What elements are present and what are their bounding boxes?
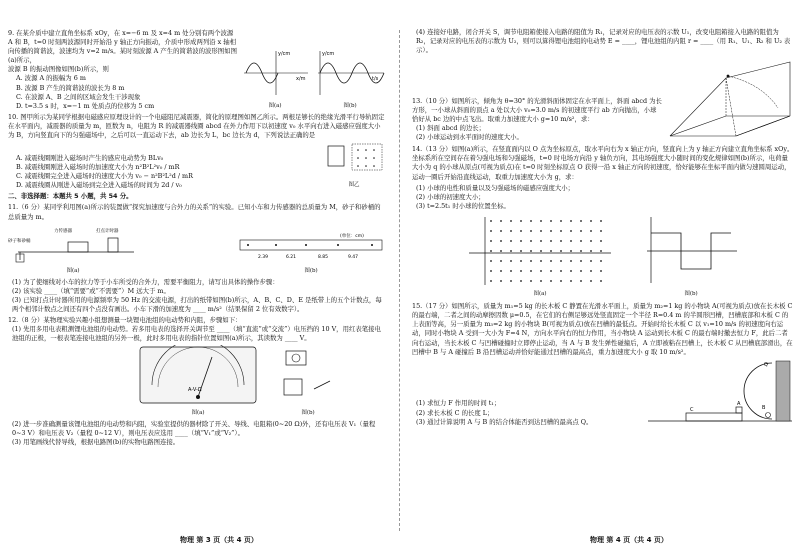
q11-stem: 11.（6 分）某同学利用图(a)所示的装置做“探究加速度与合外力的关系”的实验。已知小车和力传感器的总质量为 M，砂子和砂桶的总质量为 m。 <box>8 203 381 221</box>
field-dot <box>580 280 582 282</box>
field-strength-graph <box>641 213 741 287</box>
q11-part-3: (3) 已知打点计时器所用的电源频率为 50 Hz 的交流电源，打出的纸带如图(b)所示，A、B、C、D、E 是纸带上的五个计数点，每两个相邻计数点之间还有四个点没有画出。小车下滑的加速度为 ____ m/s²（结果保留 2 位有效数字）。 <box>12 295 382 314</box>
q10-block <box>8 113 386 190</box>
field-dot <box>590 280 592 282</box>
field-dot <box>530 270 532 272</box>
q13-stem: 13.（10 分）如图所示，倾角为 θ=30° 的光滑斜面体固定在水平面上，斜面 abcd 为长方形，一小球从斜面的顶点 a 处以大小 v₀=3.0 m/s 的初速度平行 ab 方向抛出，小球恰好从 bc 边的中点飞出。取重力加速度大小 g=10 m/s²，求： <box>412 96 662 123</box>
field-dot <box>500 280 502 282</box>
field-dot <box>600 270 602 272</box>
field-dot <box>510 260 512 262</box>
field-dot <box>530 220 532 222</box>
q12-part-4: (4) 连接好电路，闭合开关 S，调节电阻箱使接入电路的阻值为 R₁，记录对应的电压表的示数 U₁，改变电阻箱接入电路的阻值为 R₂，记录对应的电压表的示数为 U₂，则可以算得锂电池组的电动势 E = ____，锂电池组的内阻 r = ____（用 R₁、U₁、R₂ 和 U₂ 表示）。 <box>416 28 791 55</box>
q9-figure-a <box>240 47 310 111</box>
field-dot <box>580 250 582 252</box>
q12-fig-b-caption: 图(b) <box>301 409 315 416</box>
q15-part-1: (1) 求恒力 F 作用的时间 t₁； <box>416 399 501 408</box>
label-q: Q <box>764 361 768 368</box>
field-dot <box>540 220 542 222</box>
label-timer: 打点计时器 <box>96 228 119 234</box>
field-dot <box>550 240 552 242</box>
q11-figure-a <box>8 224 138 276</box>
q10-fig-caption: 图乙 <box>348 182 360 189</box>
field-dot <box>600 230 602 232</box>
cart-apparatus-diagram <box>8 224 138 264</box>
field-dot <box>520 230 522 232</box>
q15-part-3: (3) 通过计算说明 A 与 B 的结合体能否到达凹槽的最高点 Q。 <box>416 417 593 426</box>
q9-option-d: D. t=3.5 s 时，x=−1 m 处质点的位移为 5 cm <box>16 101 155 110</box>
vibration-graph <box>314 47 386 99</box>
q12-part-1: (1) 先用多用电表粗测锂电池组的电动势。若多用电表的选择开关调节至 ____（填“直流”或“交流”）电压挡的 10 V，用红表笔接电池组的正极，一根表笔连接电池组的另外一极，此时多用电表的指针位置如图(a)所示，其读数为 ____ V。 <box>12 325 381 343</box>
q14-part-3: (3) t=2.5t₁ 时小球的位置坐标。 <box>416 201 510 210</box>
tape-value-4: 9.47 <box>348 254 359 260</box>
field-dot <box>540 240 542 242</box>
q10-figure <box>322 140 386 190</box>
field-dot <box>590 250 592 252</box>
field-dot <box>500 240 502 242</box>
left-column <box>8 28 386 447</box>
field-dot <box>580 260 582 262</box>
q14-part-1: (1) 小球的电性和质量以及匀强磁场的磁感应强度大小； <box>416 183 575 192</box>
field-dot <box>600 250 602 252</box>
field-dot <box>550 260 552 262</box>
tape-value-3: 8.85 <box>318 254 329 260</box>
field-dot <box>570 260 572 262</box>
tape-unit: (单位：cm) <box>340 233 364 239</box>
field-dot <box>560 260 562 262</box>
page-footer-right: 物理 第 4 页（共 4 页） <box>590 536 668 544</box>
field-dot <box>500 260 502 262</box>
field-dot <box>560 250 562 252</box>
field-dot <box>590 230 592 232</box>
q13-block <box>412 58 794 142</box>
field-dot <box>500 250 502 252</box>
label-force-sensor: 力传感器 <box>54 228 72 234</box>
meter-label: A-V-Ω <box>188 387 202 394</box>
q10-stem: 10. 图甲所示为某同学根据电磁感应原理设计的一个电磁阻尼减震器，简化的原理图如图乙所示。两根足够长的绝缘光滑平行导轨固定在水平面内，减震器的质量为 m，匝数为 n，电阻为 R 的减震器线圈 abcd 在外力作用下以初速度 v₀ 水平向右进入磁感应强度大小为 B，方向竖直向下的匀强磁场中，之后可以一直运动下去，ab 边长为 L，bc 边长为 d，下列说法正确的是 <box>8 112 385 140</box>
field-dot <box>520 250 522 252</box>
field-dot <box>550 230 552 232</box>
q14-figure-b <box>641 213 741 299</box>
field-dot <box>490 230 492 232</box>
q11-fig-a-caption: 图(a) <box>66 267 80 274</box>
q14-fig-b-caption: 图(b) <box>684 291 698 298</box>
field-grid-diagram <box>465 213 615 287</box>
label-a: A <box>737 400 741 407</box>
field-dot <box>530 230 532 232</box>
q14-figure-a <box>465 213 615 299</box>
q12-stem: 12.（8 分）某物理实验兴趣小组想测量一块锂电池组的电动势和内阻，步骤如下： <box>8 316 242 325</box>
fig-b-ylabel: y/cm <box>322 50 335 57</box>
q12-fig-a-caption: 图(a) <box>191 409 205 416</box>
label-c: C <box>690 406 694 413</box>
field-dot <box>590 220 592 222</box>
field-dot <box>520 240 522 242</box>
q14-stem: 14.（13 分）如图(a)所示，在竖直面内以 O 点为坐标原点，取水平向右为 x 轴正方向，竖直向上为 y 轴正方向建立直角坐标系 xOy。坐标系所在空间存在着匀强电场和匀强磁场，t=0 时电场方向沿 y 轴负方向，其电场强度大小随时间的变化规律如图(b)所示，电荷量大小为 q 的小球从原点(可视为质点)在 t=0 时刻坐标原点 O 获得一沿 x 轴正方向的初速度，恰好能够在坐标平面内做匀速圆周运动，运动一圈后开始沿直线运动，取重力加速度大小为 g，求： <box>412 145 794 181</box>
field-dot <box>560 220 562 222</box>
paper-tape-diagram <box>236 230 386 264</box>
q9-stem: 9. 在某介质中建立直角坐标系 xOy，在 x=−6 m 及 x=4 m 处分别有两个波源 A 和 B，t=0 时刻两波源同时开始沿 y 轴正方向振动，介质中形成两列沿 x 轴相向传播的简谐波，波速均为 v=2 m/s。某时刻波源 A 产生的简谐波的波形图如图(a)所示， <box>8 29 237 65</box>
q13-part-1: (1) 斜面 abcd 的边长； <box>416 124 486 133</box>
tape-value-2: 6.21 <box>286 254 297 260</box>
field-dot <box>570 280 572 282</box>
q11-fig-b-caption: 图(b) <box>304 267 318 274</box>
q12-part-2: (2) 进一步准确测量该锂电池组的电动势和内阻，实验室提供的器材除了开关、导线、电阻箱(0~20 Ω)外，还有电压表 V₁（量程 0~3 V）和电压表 V₂（量程 0~12 V），则电压表应选用 ____（填“V₁”或“V₂”）。 <box>12 419 376 437</box>
coil-magnetic-field-diagram <box>322 140 386 178</box>
field-dot <box>570 270 572 272</box>
field-dot <box>600 220 602 222</box>
field-dot <box>530 250 532 252</box>
field-dot <box>560 270 562 272</box>
field-dot <box>530 260 532 262</box>
q9-fig-a-caption: 图(a) <box>268 102 282 109</box>
tape-value-1: 2.39 <box>258 254 269 260</box>
field-dot <box>550 270 552 272</box>
field-dot <box>490 260 492 262</box>
field-dot <box>490 220 492 222</box>
field-dot <box>570 250 572 252</box>
field-dot <box>590 270 592 272</box>
field-dot <box>540 250 542 252</box>
field-dot <box>580 220 582 222</box>
q9-option-a: A. 波源 A 的振幅为 6 m <box>16 74 86 83</box>
wave-graph <box>240 47 310 99</box>
q10-option-a: A. 减震线圈刚进入磁场时产生的感应电动势为 BLv₀ <box>16 153 164 162</box>
page-footer-left: 物理 第 3 页（共 4 页） <box>180 536 258 544</box>
field-dot <box>490 250 492 252</box>
q14-part-2: (2) 小球的初速度大小； <box>416 192 485 201</box>
q15-stem: 15.（17 分）如图所示，质量为 m₁=5 kg 的长木板 C 静置在光滑水平面上，质量为 m₂=1 kg 的小物块 A(可视为质点)放在长木板 C 的最右端，二者之间的动摩擦因数 μ=0.5，在它们的右侧足够远处竖直固定一个半径 R=0.4 m 的半圆形凹槽，凹槽底部和木板 C 的上表面等高，另一质量为 m₃=2 kg 的小物块 B(可视为质点)放在凹槽的最低点。开始时给长木板 C 以 v₁=10 m/s 的初速度向右运动，同时小物块 A 受到一大小为 F=4 N，方向水平向右的恒力作用，当小物块 A 运动到长木板 C 的最右端时撤去恒力 F，此后二者向右运动，当长木板 C 与凹槽碰撞时立即停止运动，当 A 与 B 发生弹性碰撞后，A 立即被粘在凹槽上，长木板 C 从凹槽底部滑出，在凹槽中 B 与 A 碰撞后 B 沿凹槽运动并恰好能通过凹槽的最高点，重力加速度大小 g 取 10 m/s²。 <box>412 302 793 356</box>
field-dot <box>510 280 512 282</box>
field-dot <box>530 240 532 242</box>
q9-option-b: B. 波源 B 产生的简谐波的波长为 8 m <box>16 83 125 92</box>
fig-a-ylabel: y/cm <box>278 50 291 57</box>
field-dot <box>500 230 502 232</box>
q9-figure-b <box>314 47 386 111</box>
q15-block <box>412 302 794 427</box>
right-column <box>412 28 794 427</box>
fig-b-xlabel: t/s <box>372 75 379 82</box>
field-dot <box>520 280 522 282</box>
field-dot <box>550 280 552 282</box>
field-dot <box>540 230 542 232</box>
field-dot <box>490 280 492 282</box>
q12-figure-a <box>138 345 258 417</box>
field-dot <box>520 260 522 262</box>
field-dot <box>500 220 502 222</box>
field-dot <box>560 230 562 232</box>
field-dot <box>570 240 572 242</box>
q9-figures <box>240 47 386 111</box>
field-dot <box>490 270 492 272</box>
q10-option-c: C. 减震线圈完全进入磁场时的速度大小为 v₀ − n²B²L²d / mR <box>16 172 193 181</box>
field-dot <box>600 280 602 282</box>
field-dot <box>540 260 542 262</box>
field-dot <box>490 240 492 242</box>
field-dot <box>570 220 572 222</box>
field-dot <box>530 280 532 282</box>
q10-option-d: D. 减震线圈从刚进入磁场到完全进入磁场的时间为 2d / v₀ <box>16 181 182 190</box>
field-dot <box>520 270 522 272</box>
field-dot <box>550 220 552 222</box>
fig-a-xlabel: x/m <box>296 75 306 82</box>
field-dot <box>510 230 512 232</box>
board-and-groove-diagram <box>646 357 794 427</box>
q9-block <box>8 28 386 111</box>
q11-figure-b <box>236 230 386 276</box>
field-dot <box>590 260 592 262</box>
label-sand-bucket: 砂子和砂桶 <box>8 238 31 244</box>
label-b: B <box>762 404 766 411</box>
field-dot <box>560 280 562 282</box>
field-dot <box>540 280 542 282</box>
field-dot <box>510 250 512 252</box>
q13-part-2: (2) 小球运动到水平面时的速度大小。 <box>416 133 523 142</box>
q14-fig-a-caption: 图(a) <box>533 291 547 298</box>
field-dot <box>580 270 582 272</box>
field-dot <box>510 220 512 222</box>
field-dot <box>540 270 542 272</box>
q9-fig-b-caption: 图(b) <box>343 102 357 109</box>
section-2-heading: 二、非选择题：本题共 5 小题，共 54 分。 <box>8 192 133 201</box>
q10-option-b: B. 减震线圈刚进入磁场时的加速度大小为 n²B²L²v₀ / mR <box>16 163 180 172</box>
q12-figure-b <box>278 345 338 417</box>
q12-block <box>8 316 386 447</box>
field-dot <box>570 230 572 232</box>
field-dot <box>580 240 582 242</box>
field-dot <box>600 260 602 262</box>
q14-block <box>412 145 794 299</box>
field-dot <box>510 270 512 272</box>
field-dot <box>600 240 602 242</box>
column-divider <box>399 30 400 531</box>
multimeter-diagram <box>138 345 258 405</box>
field-dot <box>500 270 502 272</box>
q15-part-2: (2) 求长木板 C 的长度 L； <box>416 408 494 417</box>
q12-part-3: (3) 用笔画线代替导线，根据电路图(b)的实物电路图连接。 <box>12 437 180 446</box>
field-dot <box>520 220 522 222</box>
circuit-components-diagram <box>278 345 338 405</box>
field-dot <box>590 240 592 242</box>
inclined-plane-diagram <box>666 58 794 142</box>
q9-option-c: C. 在波源 A、B 之间的区域会发生干涉现象 <box>16 92 141 101</box>
field-dot <box>580 230 582 232</box>
q11-block <box>8 203 386 314</box>
q11-part-2: (2) 该实验 ____（填“需要”或“不需要”）M 远大于 m。 <box>12 286 170 295</box>
field-dot <box>550 250 552 252</box>
q9-stem-2: 波源 B 的振动图像如图(b)所示，则 <box>8 65 109 74</box>
field-dot <box>560 240 562 242</box>
field-dot <box>510 240 512 242</box>
q11-part-1: (1) 为了使细线对小车的拉力等于小车所受的合外力，需要平衡阻力，请写出具体的操作步骤： <box>12 277 279 286</box>
